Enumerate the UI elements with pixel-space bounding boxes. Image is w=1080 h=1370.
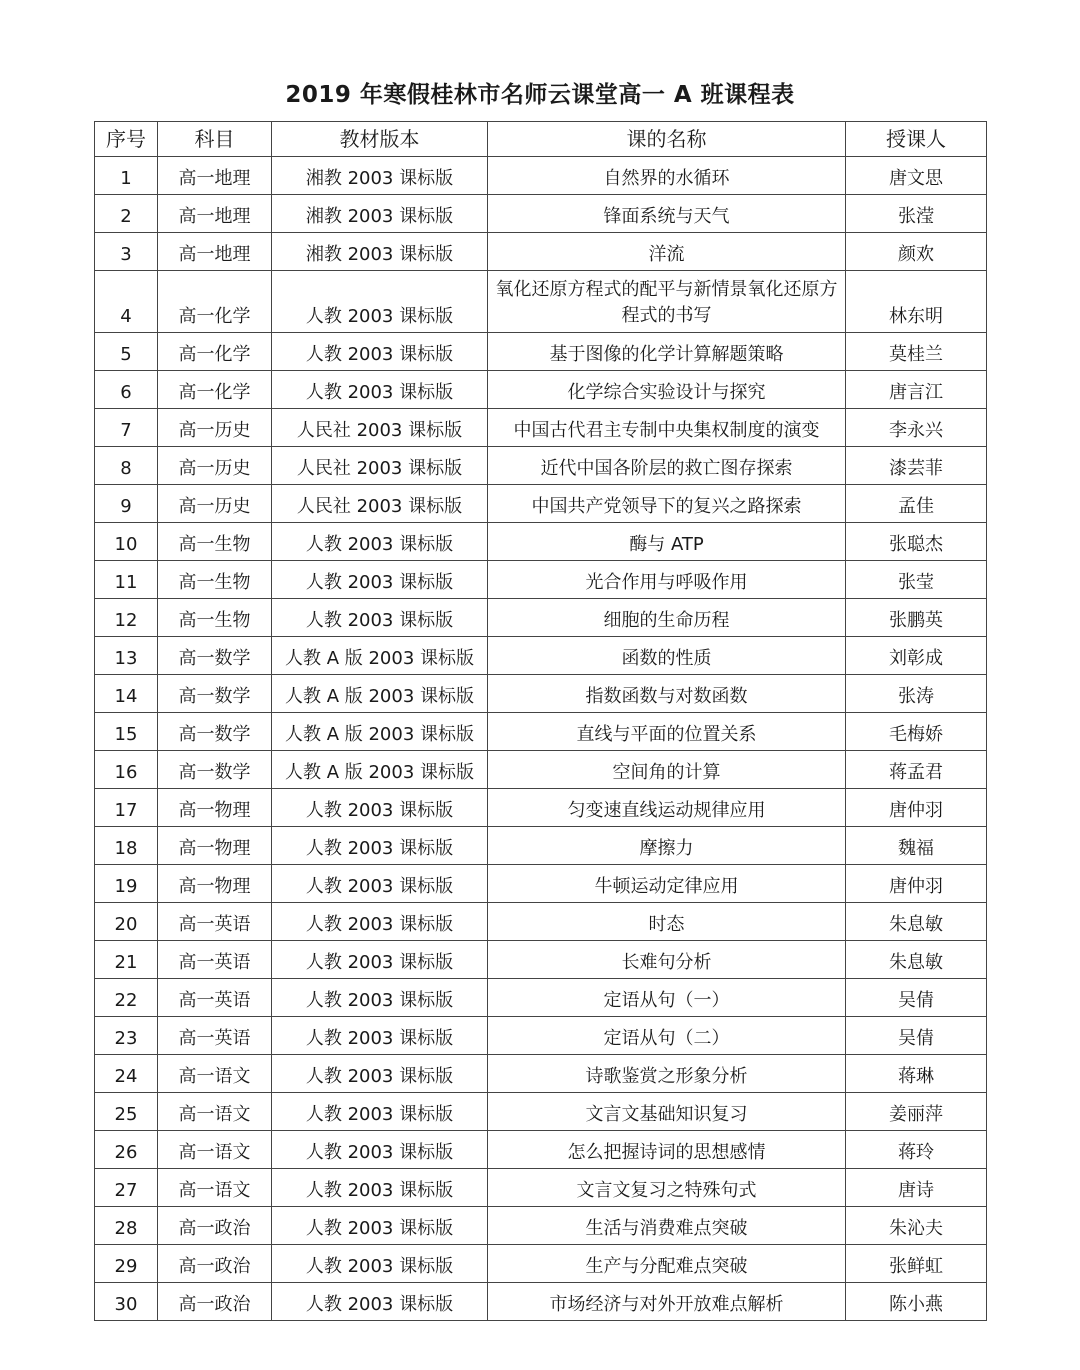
- cell-teacher: 吴倩: [846, 1017, 987, 1055]
- cell-subject: 高一地理: [158, 233, 272, 271]
- table-row: [95, 1131, 987, 1169]
- cell-course: 生活与消费难点突破: [488, 1207, 846, 1245]
- table-row: [95, 485, 987, 523]
- cell-teacher: 朱息敏: [846, 903, 987, 941]
- cell-subject: 高一语文: [158, 1055, 272, 1093]
- cell-subject: 高一英语: [158, 941, 272, 979]
- cell-edition: 人民社 2003 课标版: [272, 485, 488, 523]
- cell-subject: 高一历史: [158, 485, 272, 523]
- cell-no: 10: [95, 523, 158, 561]
- cell-teacher: 唐仲羽: [846, 865, 987, 903]
- header-no: 序号: [95, 122, 158, 157]
- table-row: [95, 865, 987, 903]
- cell-no: 30: [95, 1283, 158, 1321]
- cell-subject: 高一生物: [158, 599, 272, 637]
- cell-subject: 高一语文: [158, 1131, 272, 1169]
- cell-course: 酶与 ATP: [488, 523, 846, 561]
- cell-subject: 高一历史: [158, 447, 272, 485]
- cell-teacher: 张鲜虹: [846, 1245, 987, 1283]
- cell-teacher: 张聪杰: [846, 523, 987, 561]
- table-row: [95, 751, 987, 789]
- table-row: [95, 409, 987, 447]
- cell-teacher: 刘彰成: [846, 637, 987, 675]
- cell-teacher: 张莹: [846, 561, 987, 599]
- cell-teacher: 蒋孟君: [846, 751, 987, 789]
- header-teacher: 授课人: [846, 122, 987, 157]
- cell-course: 指数函数与对数函数: [488, 675, 846, 713]
- cell-subject: 高一历史: [158, 409, 272, 447]
- table-row: [95, 1055, 987, 1093]
- table-row: [95, 561, 987, 599]
- cell-edition: 人教 2003 课标版: [272, 1207, 488, 1245]
- cell-course: 文言文复习之特殊句式: [488, 1169, 846, 1207]
- cell-edition: 人教 2003 课标版: [272, 903, 488, 941]
- cell-course: 市场经济与对外开放难点解析: [488, 1283, 846, 1321]
- cell-subject: 高一数学: [158, 713, 272, 751]
- table-row: [95, 1017, 987, 1055]
- cell-course: 怎么把握诗词的思想感情: [488, 1131, 846, 1169]
- table-header-row: [95, 122, 987, 157]
- cell-subject: 高一数学: [158, 637, 272, 675]
- cell-edition: 人教 2003 课标版: [272, 979, 488, 1017]
- table-row: [95, 371, 987, 409]
- cell-edition: 人教 2003 课标版: [272, 599, 488, 637]
- cell-teacher: 姜丽萍: [846, 1093, 987, 1131]
- cell-course: 长难句分析: [488, 941, 846, 979]
- table-row: [95, 1207, 987, 1245]
- cell-teacher: 毛梅娇: [846, 713, 987, 751]
- cell-course: 基于图像的化学计算解题策略: [488, 333, 846, 371]
- cell-subject: 高一地理: [158, 195, 272, 233]
- cell-edition: 人教 2003 课标版: [272, 1131, 488, 1169]
- cell-course: 直线与平面的位置关系: [488, 713, 846, 751]
- cell-edition: 人教 2003 课标版: [272, 1245, 488, 1283]
- cell-subject: 高一数学: [158, 675, 272, 713]
- cell-no: 25: [95, 1093, 158, 1131]
- table-row: [95, 523, 987, 561]
- cell-course: 摩擦力: [488, 827, 846, 865]
- table-row: [95, 195, 987, 233]
- table-row: [95, 447, 987, 485]
- cell-edition: 人教 2003 课标版: [272, 865, 488, 903]
- cell-no: 19: [95, 865, 158, 903]
- cell-no: 4: [95, 271, 158, 333]
- cell-no: 1: [95, 157, 158, 195]
- table-row: [95, 789, 987, 827]
- cell-edition: 人教 2003 课标版: [272, 789, 488, 827]
- cell-subject: 高一政治: [158, 1245, 272, 1283]
- cell-teacher: 唐言江: [846, 371, 987, 409]
- cell-edition: 人教 A 版 2003 课标版: [272, 675, 488, 713]
- cell-subject: 高一物理: [158, 865, 272, 903]
- cell-teacher: 朱沁夫: [846, 1207, 987, 1245]
- table-row: [95, 637, 987, 675]
- cell-edition: 人教 2003 课标版: [272, 523, 488, 561]
- cell-course: 洋流: [488, 233, 846, 271]
- table-row: [95, 903, 987, 941]
- table-row: [95, 1283, 987, 1321]
- cell-subject: 高一政治: [158, 1207, 272, 1245]
- cell-no: 6: [95, 371, 158, 409]
- cell-no: 12: [95, 599, 158, 637]
- cell-no: 24: [95, 1055, 158, 1093]
- cell-edition: 湘教 2003 课标版: [272, 233, 488, 271]
- cell-course: 锋面系统与天气: [488, 195, 846, 233]
- cell-subject: 高一英语: [158, 1017, 272, 1055]
- cell-course: 近代中国各阶层的救亡图存探索: [488, 447, 846, 485]
- cell-course: 函数的性质: [488, 637, 846, 675]
- table-row: [95, 675, 987, 713]
- cell-teacher: 唐文思: [846, 157, 987, 195]
- table-row: [95, 157, 987, 195]
- cell-subject: 高一化学: [158, 271, 272, 333]
- cell-no: 11: [95, 561, 158, 599]
- cell-teacher: 颜欢: [846, 233, 987, 271]
- cell-course: 中国古代君主专制中央集权制度的演变: [488, 409, 846, 447]
- cell-course: 时态: [488, 903, 846, 941]
- cell-course: 诗歌鉴赏之形象分析: [488, 1055, 846, 1093]
- cell-edition: 人教 2003 课标版: [272, 371, 488, 409]
- cell-no: 8: [95, 447, 158, 485]
- cell-subject: 高一英语: [158, 903, 272, 941]
- cell-edition: 人教 2003 课标版: [272, 941, 488, 979]
- cell-teacher: 吴倩: [846, 979, 987, 1017]
- cell-subject: 高一生物: [158, 523, 272, 561]
- cell-course: 化学综合实验设计与探究: [488, 371, 846, 409]
- cell-no: 28: [95, 1207, 158, 1245]
- cell-teacher: 朱息敏: [846, 941, 987, 979]
- table-row: [95, 1245, 987, 1283]
- cell-no: 26: [95, 1131, 158, 1169]
- cell-no: 15: [95, 713, 158, 751]
- cell-no: 14: [95, 675, 158, 713]
- cell-no: 18: [95, 827, 158, 865]
- table-row: [95, 1169, 987, 1207]
- cell-edition: 人教 2003 课标版: [272, 271, 488, 333]
- cell-edition: 人教 2003 课标版: [272, 1283, 488, 1321]
- cell-subject: 高一化学: [158, 371, 272, 409]
- cell-teacher: 漆芸菲: [846, 447, 987, 485]
- table-row: [95, 599, 987, 637]
- document-title: 2019 年寒假桂林市名师云课堂高一 A 班课程表: [285, 82, 795, 108]
- cell-no: 7: [95, 409, 158, 447]
- cell-subject: 高一数学: [158, 751, 272, 789]
- cell-teacher: 莫桂兰: [846, 333, 987, 371]
- cell-teacher: 李永兴: [846, 409, 987, 447]
- cell-edition: 湘教 2003 课标版: [272, 195, 488, 233]
- cell-edition: 人教 2003 课标版: [272, 1093, 488, 1131]
- cell-course: 光合作用与呼吸作用: [488, 561, 846, 599]
- cell-teacher: 张滢: [846, 195, 987, 233]
- cell-edition: 人教 2003 课标版: [272, 561, 488, 599]
- cell-no: 22: [95, 979, 158, 1017]
- cell-course: 牛顿运动定律应用: [488, 865, 846, 903]
- table-row: [95, 713, 987, 751]
- cell-no: 16: [95, 751, 158, 789]
- cell-subject: 高一政治: [158, 1283, 272, 1321]
- table-row: [95, 233, 987, 271]
- cell-no: 3: [95, 233, 158, 271]
- cell-course: 中国共产党领导下的复兴之路探索: [488, 485, 846, 523]
- cell-no: 27: [95, 1169, 158, 1207]
- cell-edition: 人教 2003 课标版: [272, 1017, 488, 1055]
- cell-teacher: 魏福: [846, 827, 987, 865]
- cell-edition: 人教 2003 课标版: [272, 1055, 488, 1093]
- course-schedule-table: [94, 121, 987, 1321]
- cell-course: 氧化还原方程式的配平与新情景氧化还原方程式的书写: [488, 271, 846, 333]
- cell-edition: 湘教 2003 课标版: [272, 157, 488, 195]
- cell-course: 自然界的水循环: [488, 157, 846, 195]
- cell-teacher: 蒋琳: [846, 1055, 987, 1093]
- cell-no: 20: [95, 903, 158, 941]
- cell-teacher: 张鹏英: [846, 599, 987, 637]
- table-row: [95, 827, 987, 865]
- cell-subject: 高一物理: [158, 789, 272, 827]
- cell-no: 21: [95, 941, 158, 979]
- cell-no: 23: [95, 1017, 158, 1055]
- cell-teacher: 唐诗: [846, 1169, 987, 1207]
- cell-course: 匀变速直线运动规律应用: [488, 789, 846, 827]
- table-row: [95, 333, 987, 371]
- table-row: [95, 941, 987, 979]
- cell-course: 生产与分配难点突破: [488, 1245, 846, 1283]
- header-subject: 科目: [158, 122, 272, 157]
- cell-teacher: 唐仲羽: [846, 789, 987, 827]
- cell-teacher: 蒋玲: [846, 1131, 987, 1169]
- cell-course: 定语从句（一）: [488, 979, 846, 1017]
- cell-course: 文言文基础知识复习: [488, 1093, 846, 1131]
- table-row: [95, 271, 987, 333]
- cell-teacher: 孟佳: [846, 485, 987, 523]
- cell-edition: 人教 A 版 2003 课标版: [272, 637, 488, 675]
- cell-no: 13: [95, 637, 158, 675]
- cell-course: 空间角的计算: [488, 751, 846, 789]
- cell-edition: 人教 A 版 2003 课标版: [272, 751, 488, 789]
- header-edition: 教材版本: [272, 122, 488, 157]
- cell-edition: 人教 2003 课标版: [272, 1169, 488, 1207]
- cell-subject: 高一地理: [158, 157, 272, 195]
- cell-teacher: 林东明: [846, 271, 987, 333]
- cell-subject: 高一化学: [158, 333, 272, 371]
- cell-edition: 人民社 2003 课标版: [272, 409, 488, 447]
- cell-no: 29: [95, 1245, 158, 1283]
- header-course: 课的名称: [488, 122, 846, 157]
- cell-course: 细胞的生命历程: [488, 599, 846, 637]
- cell-teacher: 陈小燕: [846, 1283, 987, 1321]
- cell-subject: 高一英语: [158, 979, 272, 1017]
- cell-edition: 人教 A 版 2003 课标版: [272, 713, 488, 751]
- table-body: [95, 157, 987, 1321]
- table-row: [95, 979, 987, 1017]
- cell-subject: 高一生物: [158, 561, 272, 599]
- cell-edition: 人教 2003 课标版: [272, 827, 488, 865]
- cell-course: 定语从句（二）: [488, 1017, 846, 1055]
- table-row: [95, 1093, 987, 1131]
- cell-no: 5: [95, 333, 158, 371]
- cell-edition: 人民社 2003 课标版: [272, 447, 488, 485]
- cell-no: 17: [95, 789, 158, 827]
- cell-no: 2: [95, 195, 158, 233]
- cell-subject: 高一物理: [158, 827, 272, 865]
- cell-subject: 高一语文: [158, 1169, 272, 1207]
- cell-edition: 人教 2003 课标版: [272, 333, 488, 371]
- cell-subject: 高一语文: [158, 1093, 272, 1131]
- cell-teacher: 张涛: [846, 675, 987, 713]
- cell-no: 9: [95, 485, 158, 523]
